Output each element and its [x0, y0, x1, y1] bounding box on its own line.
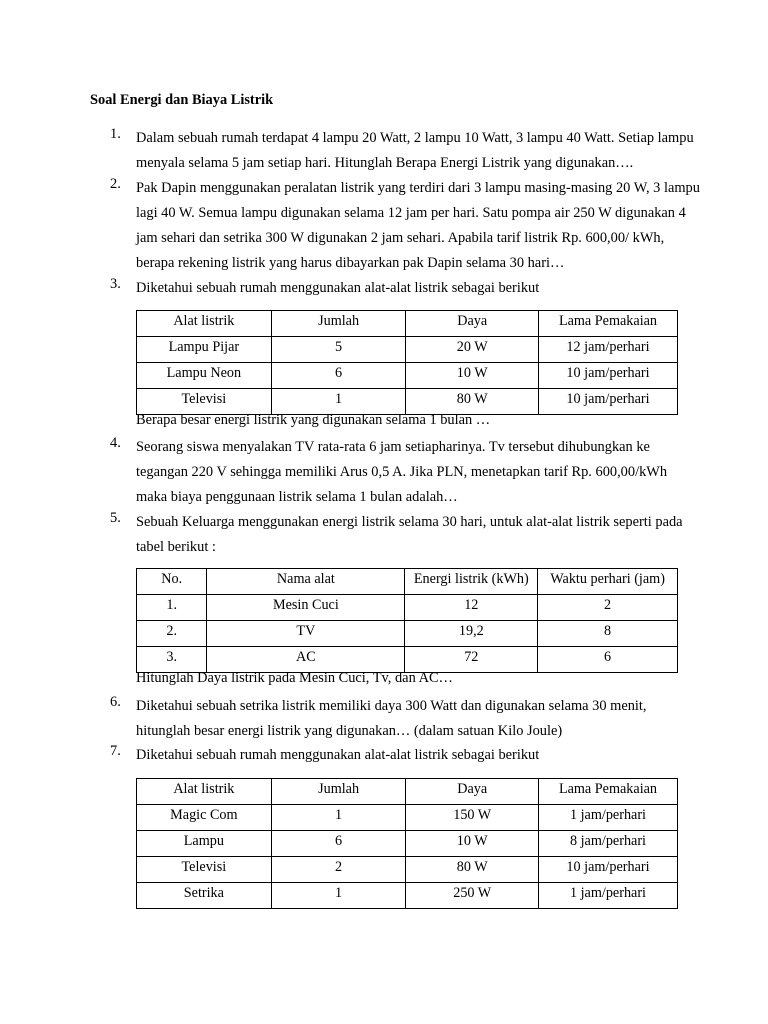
text-line: hitunglah besar energi listrik yang digunakan… (dalam satuan Kilo Joule) [136, 723, 563, 739]
text-line: Diketahui sebuah setrika listrik memiliki daya 300 Watt dan digunakan selama 30 menit, [136, 698, 647, 714]
table-cell: 10 W [406, 363, 539, 389]
table-cell: Lampu [137, 831, 272, 857]
table-cell: Televisi [137, 389, 272, 415]
table-cell: 150 W [406, 805, 539, 831]
table-cell: 5 [271, 337, 406, 363]
question-number: 1. [110, 126, 121, 142]
text-line: maka biaya penggunaan listrik selama 1 bulan adalah… [136, 489, 458, 505]
appliance-energy-table [136, 568, 678, 673]
question-number: 7. [110, 743, 121, 759]
table-cell: AC [207, 647, 405, 673]
table-cell: 1 [271, 389, 406, 415]
table-cell: 1 [271, 883, 406, 909]
table-header-cell: Jumlah [271, 311, 406, 337]
table-cell: 2. [137, 621, 207, 647]
table-cell: 2 [538, 595, 678, 621]
table-row [137, 831, 678, 857]
table-row [137, 595, 678, 621]
table-cell: Lampu Neon [137, 363, 272, 389]
table-cell: 10 W [406, 831, 539, 857]
text-line: tabel berikut : [136, 539, 216, 555]
question-followup: Hitunglah Daya listrik pada Mesin Cuci, Tv, dan AC… [136, 670, 453, 686]
table-cell: 72 [405, 647, 538, 673]
table-cell: Setrika [137, 883, 272, 909]
table-row [137, 337, 678, 363]
table-cell: 6 [271, 831, 406, 857]
text-line: Seorang siswa menyalakan TV rata-rata 6 jam setiapharinya. Tv tersebut dihubungkan ke [136, 439, 650, 455]
text-line: Diketahui sebuah rumah menggunakan alat-alat listrik sebagai berikut [136, 280, 540, 296]
table-cell: 250 W [406, 883, 539, 909]
table-header-cell: Energi listrik (kWh) [405, 569, 538, 595]
question-text [136, 276, 696, 301]
table-cell: 19,2 [405, 621, 538, 647]
table-header-cell: Alat listrik [137, 311, 272, 337]
table-header-row [137, 779, 678, 805]
table-cell: 80 W [406, 857, 539, 883]
table-row [137, 363, 678, 389]
table-header-row [137, 311, 678, 337]
table-header-row [137, 569, 678, 595]
text-line: lagi 40 W. Semua lampu digunakan selama 12 jam per hari. Satu pompa air 250 W digunakan 4 [136, 205, 686, 221]
table-header-cell: Daya [406, 311, 539, 337]
question-text [136, 126, 696, 176]
question-text [136, 176, 700, 276]
table-cell: 3. [137, 647, 207, 673]
question-text [136, 694, 696, 744]
table-cell: 6 [271, 363, 406, 389]
text-line: jam sehari dan setrika 300 W digunakan 2 jam sehari. Apabila tarif listrik Rp. 600,00/ kWh, [136, 230, 665, 246]
table-cell: 1 [271, 805, 406, 831]
table-header-cell: Nama alat [207, 569, 405, 595]
table-row [137, 883, 678, 909]
table-row [137, 805, 678, 831]
text-line: Pak Dapin menggunakan peralatan listrik yang terdiri dari 3 lampu masing-masing 20 W, 3 lampu [136, 180, 700, 196]
question-text [136, 435, 696, 510]
table-cell: 1. [137, 595, 207, 621]
text-line: Dalam sebuah rumah terdapat 4 lampu 20 Watt, 2 lampu 10 Watt, 3 lampu 40 Watt. Setiap lampu [136, 130, 694, 146]
text-line: berapa rekening listrik yang harus dibayarkan pak Dapin selama 30 hari… [136, 255, 565, 271]
table-header-cell: Jumlah [271, 779, 406, 805]
text-line: Diketahui sebuah rumah menggunakan alat-alat listrik sebagai berikut [136, 747, 540, 763]
text-line: menyala selama 5 jam setiap hari. Hitunglah Berapa Energi Listrik yang digunakan…. [136, 155, 634, 171]
table-cell: 8 [538, 621, 678, 647]
table-cell: 6 [538, 647, 678, 673]
table-cell: 8 jam/perhari [538, 831, 677, 857]
table-cell: Mesin Cuci [207, 595, 405, 621]
question-number: 5. [110, 510, 121, 526]
table-row [137, 621, 678, 647]
table-header-cell: Lama Pemakaian [538, 311, 677, 337]
text-line: Sebuah Keluarga menggunakan energi listrik selama 30 hari, untuk alat-alat listrik seperti pada [136, 514, 683, 530]
table-header-cell: Waktu perhari (jam) [538, 569, 678, 595]
table-cell: Lampu Pijar [137, 337, 272, 363]
page-title: Soal Energi dan Biaya Listrik [90, 92, 274, 108]
table-cell: 2 [271, 857, 406, 883]
question-number: 6. [110, 694, 121, 710]
table-header-cell: Lama Pemakaian [538, 779, 677, 805]
table-header-cell: No. [137, 569, 207, 595]
question-number: 2. [110, 176, 121, 192]
table-cell: 20 W [406, 337, 539, 363]
appliance-table-1 [136, 310, 678, 415]
table-header-cell: Daya [406, 779, 539, 805]
table-cell: 12 [405, 595, 538, 621]
table-cell: 1 jam/perhari [538, 883, 677, 909]
question-number: 4. [110, 435, 121, 451]
table-row [137, 389, 678, 415]
table-cell: Televisi [137, 857, 272, 883]
table-cell: 1 jam/perhari [538, 805, 677, 831]
question-followup: Berapa besar energi listrik yang digunakan selama 1 bulan … [136, 412, 491, 428]
table-cell: 10 jam/perhari [538, 363, 677, 389]
question-text [136, 743, 696, 768]
text-line: tegangan 220 V sehingga memiliki Arus 0,5 A. Jika PLN, menetapkan tarif Rp. 600,00/kWh [136, 464, 668, 480]
table-cell: 80 W [406, 389, 539, 415]
table-header-cell: Alat listrik [137, 779, 272, 805]
table-cell: Magic Com [137, 805, 272, 831]
table-cell: TV [207, 621, 405, 647]
table-cell: 12 jam/perhari [538, 337, 677, 363]
table-cell: 10 jam/perhari [538, 857, 677, 883]
question-text [136, 510, 696, 560]
table-cell: 10 jam/perhari [538, 389, 677, 415]
appliance-table-2 [136, 778, 678, 909]
table-row [137, 857, 678, 883]
table-row [137, 647, 678, 673]
question-number: 3. [110, 276, 121, 292]
